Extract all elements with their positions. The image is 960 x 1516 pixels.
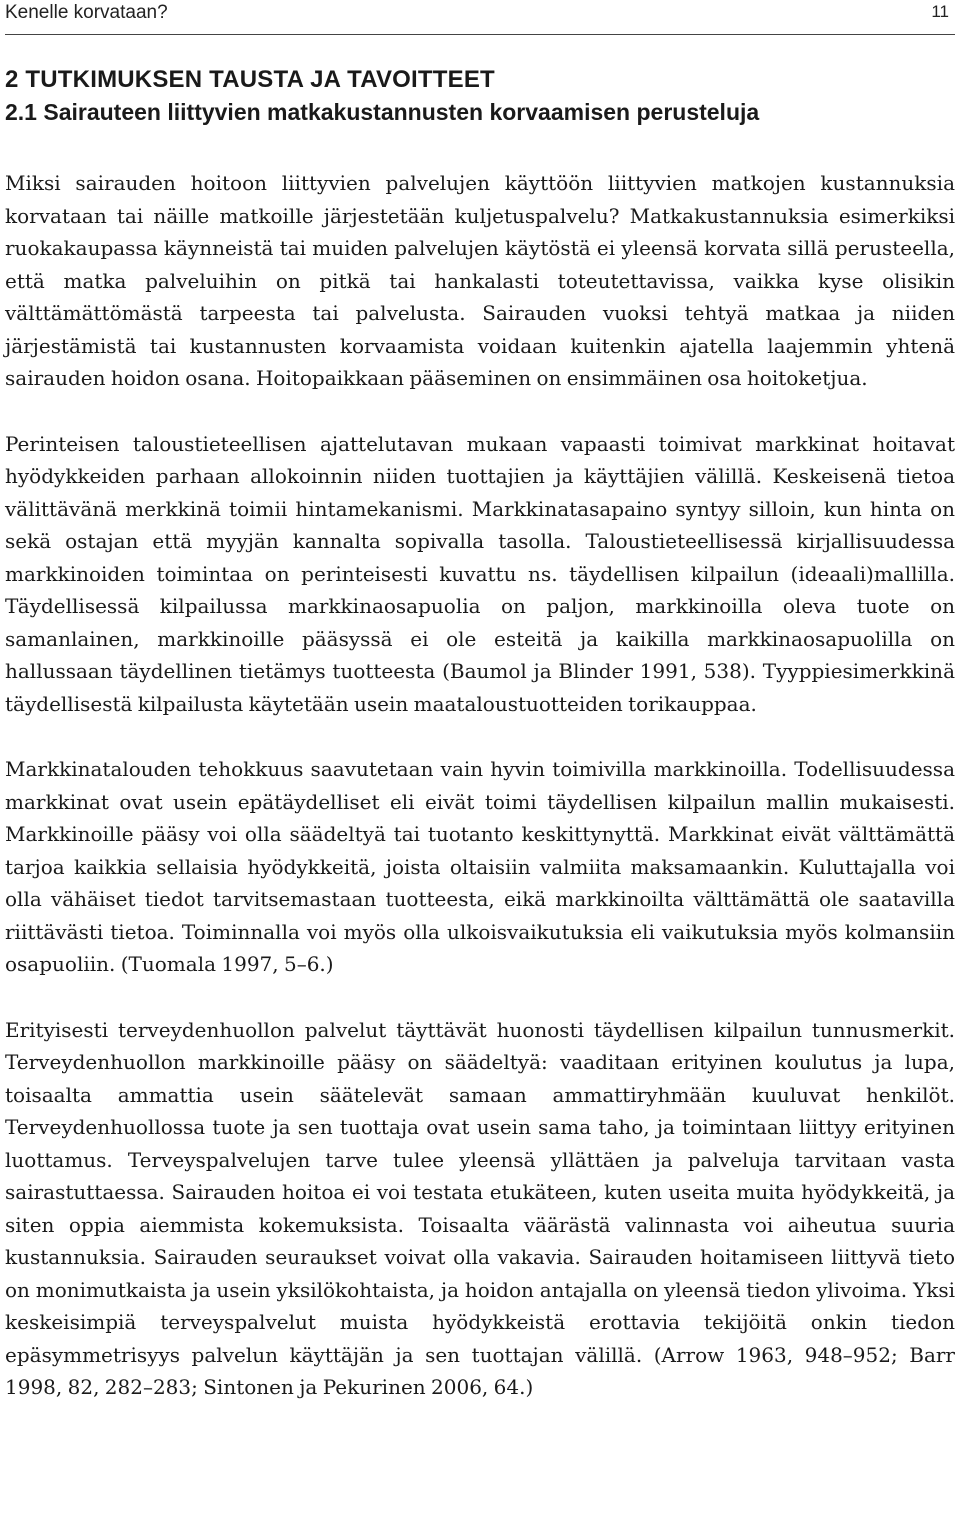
body-text <box>5 167 955 1437</box>
page-number: 11 <box>931 2 949 21</box>
running-header <box>5 0 955 35</box>
paragraph: Miksi sairauden hoitoon liittyvien palvelujen käyttöön liittyvien matkojen kustannuksia korvataan tai näille matkoille järjestetään kuljetuspalvelu? Matkakustannuksia esimerkiksi ruokakaupassa käynneistä tai muiden palvelujen käytöstä ei yleensä korvata sillä perusteella, että matka palveluihin on pitkä tai hankalasti toteutettavissa, vaikka kyse olisikin välttämättömästä tarpeesta tai palvelusta. Sairauden vuoksi tehtyä matkaa ja niiden järjestämistä tai kustannusten korvaamista voidaan kuitenkin ajatella laajemmin yhtenä sairauden hoidon osana. Hoitopaikkaan pääseminen on ensimmäinen osa hoitoketjua. <box>5 171 955 390</box>
subsection-heading: 2.1 Sairauteen liittyvien matkakustannusten korvaamisen perusteluja <box>5 99 760 125</box>
paragraph: Perinteisen taloustieteellisen ajattelutavan mukaan vapaasti toimivat markkinat hoitavat hyödykkeiden parhaan allokoinnin niiden tuottajien ja käyttäjien välillä. Keskeisenä tietoa välittävänä merkkinä toimii hintamekanismi. Markkinatasapaino syntyy silloin, kun hinta on sekä ostajan että myyjän kannalta sopivalla tasolla. Taloustieteellisessä kirjallisuudessa markkinoiden toimintaa on perinteisesti kuvattu ns. täydellisen kilpailun (ideaali)mallilla. Täydellisessä kilpailussa markkinaosapuolia on paljon, markkinoilla oleva tuote on samanlainen, markkinoille pääsyssä ei ole esteitä ja kaikilla markkinaosapuolilla on hallussaan täydellinen tietämys tuotteesta (Baumol ja Blinder 1991, 538). Tyyppiesimerkkinä täydellisestä kilpailusta käytetään usein maataloustuotteiden torikauppaa. <box>5 431 955 716</box>
running-title: Kenelle korvataan? <box>5 2 168 23</box>
section-heading: 2 TUTKIMUKSEN TAUSTA JA TAVOITTEET <box>5 66 495 93</box>
paragraph: Erityisesti terveydenhuollon palvelut täyttävät huonosti täydellisen kilpailun tunnusmerkit. Terveydenhuollon markkinoille pääsy on säädeltyä: vaaditaan erityinen koulutus ja lupa, toisaalta ammattia usein säätelevät samaan ammattiryhmään kuuluvat henkilöt. Terveydenhuollossa tuote ja sen tuottaja ovat usein sama taho, ja toimintaan liittyy erityinen luottamus. Terveyspalvelujen tarve tulee yleensä yllättäen ja palveluja tarvitaan vasta sairastuttaessa. Sairauden hoitoa ei voi testata etukäteen, kuten useita muita hyödykkeitä, ja siten oppia aiemmista kokemuksista. Toisaalta väärästä valinnasta voi aiheutua suuria kustannuksia. Sairauden seuraukset voivat olla vakavia. Sairauden hoitamiseen liittyvä tieto on monimutkaista ja usein yksilökohtaista, ja hoidon antajalla on yleensä tiedon ylivoima. Yksi keskeisimpiä terveyspalvelut muista hyödykkeistä erottavia tekijöitä onkin tiedon epäsymmetrisyys palvelun käyttäjän ja sen tuottajan välillä. (Arrow 1963, 948–952; Barr 1998, 82, 282–283; Sintonen ja Pekurinen 2006, 64.) <box>5 1017 955 1399</box>
paragraph: Markkinatalouden tehokkuus saavutetaan vain hyvin toimivilla markkinoilla. Todellisuudessa markkinat ovat usein epätäydelliset eli eivät toimi täydellisen kilpailun mallin mukaisesti. Markkinoille pääsy voi olla säädeltyä tai tuotanto keskittynyttä. Markkinat eivät välttämättä tarjoa kaikkia sellaisia hyödykkeitä, joista oltaisiin valmiita maksamaankin. Kuluttajalla voi olla vähäiset tiedot tarvitsemastaan tuotteesta, eikä markkinoilta välttämättä ole saatavilla riittävästi tietoa. Toiminnalla voi myös olla ulkoisvaikutuksia eli vaikutuksia myös kolmansiin osapuoliin. (Tuomala 1997, 5–6.) <box>5 757 955 976</box>
